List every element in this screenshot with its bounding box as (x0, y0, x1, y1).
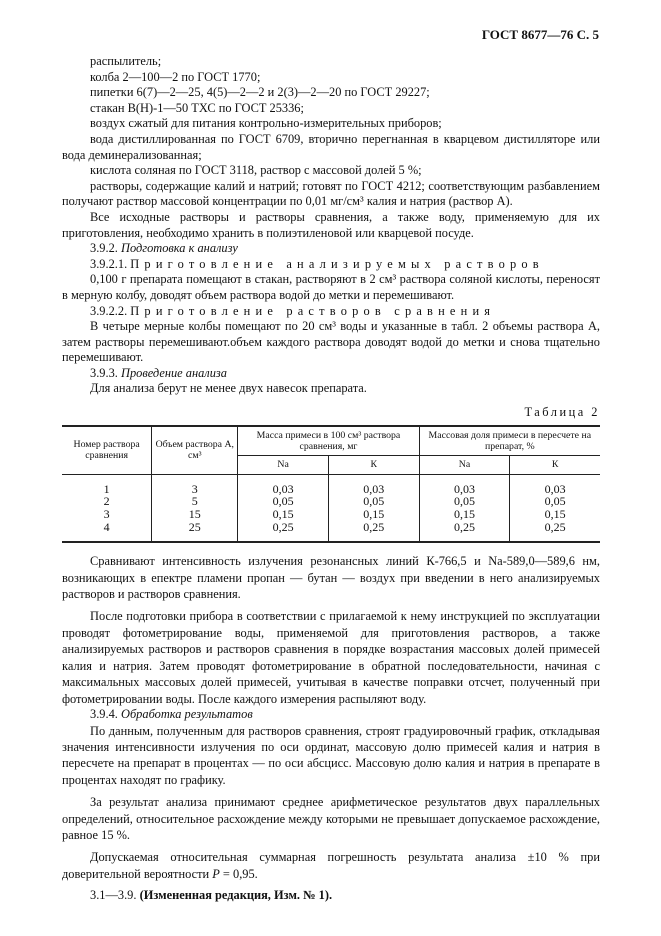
col-fraction-na (419, 474, 510, 542)
header-fraction-k: К (510, 456, 600, 474)
table-cell: 1 (103, 481, 110, 496)
table-cell: 4 (103, 519, 110, 534)
header-fraction: Массовая доля примеси в пересчете на препарат, % (419, 426, 600, 456)
solutions-paragraph: растворы, содержащие калий и натрий; готовят по ГОСТ 4212; соответствующим разбавлением получают раствор массовой концентрации по 0,01 мг/см³ калия и натрия (раствор А). (62, 178, 600, 209)
table-cell: 3 (191, 481, 198, 496)
amendment-range: 3.1—3.9. (90, 888, 137, 903)
table-cell: 15 (188, 507, 201, 522)
table-cell: 0,25 (453, 519, 475, 534)
error-value: = 0,95. (219, 866, 258, 881)
table-cell: 3 (103, 507, 110, 522)
table-cell: 0,15 (363, 507, 385, 522)
table-cell: 0,25 (544, 519, 566, 534)
paragraph-3-9-2-2: В четыре мерные колбы помещают по 20 см³ воды и указанные в табл. 2 объемы раствора А, затем растворы перемешивают.объем каждого раствора доводят водой до метки и снова тщательно перемешивают. (62, 319, 600, 365)
section-title: Приготовление растворов сравнения (130, 303, 496, 318)
section-number: 3.9.2.2. (90, 303, 128, 318)
water-paragraph: вода дистиллированная по ГОСТ 6709, вторично перегнанная в кварцевом дистилляторе или вода деминерализованная; (62, 131, 600, 162)
col-solution-number (62, 474, 152, 542)
table-cell: 0,05 (544, 494, 566, 509)
photometry-paragraph: После подготовки прибора в соответствии с прилагаемой к нему инструкцией по эксплуатации проводят фотометрирование воды, применяемой для приготовления растворов, а также анализируемых растворов и растворов сравнения в порядке возрастания массовых долей примесей калия и натрия. Затем проводят фотометрирование в обратной последовательности, начиная с максимальных массовых долей примесей, учитывая в качестве поправки отсчет, полученный при фотометрировании воды. После каждого измерения распыляют воду. (62, 609, 600, 706)
table-cell: 0,03 (272, 481, 294, 496)
table-cell: 25 (188, 519, 201, 534)
paragraph-3-9-2-1: 0,100 г препарата помещают в стакан, растворяют в 2 см³ раствора соляной кислоты, переносят в мерную колбу, доводят объем раствора водой до метки и перемешивают. (62, 272, 600, 302)
section-3-9-2 (62, 241, 600, 257)
error-paragraph (62, 849, 600, 882)
page-content (62, 54, 600, 904)
reagent-line: колба 2—100—2 по ГОСТ 1770; (90, 69, 261, 84)
table-cell: 0,03 (453, 481, 475, 496)
section-number: 3.9.4. (90, 706, 118, 721)
amendment-text: (Измененная редакция, Изм. № 1). (139, 888, 333, 903)
amendment-note (62, 888, 600, 904)
table-caption: Таблица 2 (524, 405, 600, 420)
section-title: Обработка результатов (121, 706, 253, 721)
reagent-line: стакан В(Н)-1—50 ТХС по ГОСТ 25336; (90, 100, 304, 115)
section-3-9-2-1 (62, 257, 600, 273)
page-header: ГОСТ 8677—76 С. 5 (481, 27, 599, 42)
table-cell: 0,05 (272, 494, 294, 509)
col-fraction-k (510, 474, 600, 542)
storage-paragraph: Все исходные растворы и растворы сравнения, а также воду, применяемую для их приготовления, необходимо хранить в полиэтиленовой или кварцевой посуде. (62, 209, 600, 240)
section-title: Приготовление анализируемых растворов (130, 256, 544, 271)
section-title: Подготовка к анализу (121, 241, 238, 256)
section-3-9-3 (62, 366, 600, 382)
col-volume (152, 474, 238, 542)
table-cell: 0,15 (453, 507, 475, 522)
section-3-9-2-2 (62, 304, 600, 320)
header-volume: Объем раствора А, см³ (152, 426, 238, 475)
table-cell: 5 (191, 494, 198, 509)
header-fraction-na: Na (419, 456, 510, 474)
header-solution-number: Номер раствора сравнения (62, 426, 152, 475)
table-cell: 0,03 (544, 481, 566, 496)
table-cell: 0,25 (272, 519, 294, 534)
acid-line: кислота соляная по ГОСТ 3118, раствор с массовой долей 5 %; (90, 163, 422, 178)
col-mass-k (328, 474, 419, 542)
reagent-line: распылитель; (90, 54, 162, 68)
header-mass-k: К (328, 456, 419, 474)
col-mass-na (238, 474, 329, 542)
compare-paragraph: Сравнивают интенсивность излучения резонансных линий К-766,5 и Na-589,0—589,6 нм, возникающих в епектре пламени пропан — бутан — воздух при введении в него анализируемых растворов и растворов сравнения. (62, 554, 600, 602)
section-title: Проведение анализа (121, 365, 227, 380)
table-cell: 0,03 (363, 481, 385, 496)
table-cell: 0,15 (272, 507, 294, 522)
error-text: Допускаемая относительная суммарная погрешность результата анализа ±10 % при доверительной вероятности (62, 850, 600, 881)
header-mass: Масса примеси в 100 см³ раствора сравнения, мг (238, 426, 419, 456)
section-number: 3.9.2.1. (90, 256, 128, 271)
table-cell: 0,25 (363, 519, 385, 534)
table-cell: 0,05 (363, 494, 385, 509)
paragraph-3-9-4: По данным, полученным для растворов сравнения, строят градуировочный график, откладывая значения интенсивности излучения по оси ординат, массовую долю примесей калия и натрия в пересчете на препарат в процентах — по оси абсцисс. Массовую долю калия и натрия в препарате в процентах находят по графику. (62, 723, 600, 787)
section-number: 3.9.2. (90, 241, 118, 256)
reagent-line: пипетки 6(7)—2—25, 4(5)—2—2 и 2(3)—2—20 по ГОСТ 29227; (90, 85, 430, 100)
reagent-line: воздух сжатый для питания контрольно-измерительных приборов; (90, 116, 442, 131)
table-cell: 0,15 (544, 507, 566, 522)
section-3-9-4 (62, 707, 600, 723)
table-cell: 0,05 (453, 494, 475, 509)
section-number: 3.9.3. (90, 365, 118, 380)
comparison-solutions-table (62, 425, 600, 544)
result-paragraph: За результат анализа принимают среднее арифметическое результатов двух параллельных определений, относительное расхождение между которыми не превышает допускаемое расхождение, равное 15 %. (62, 795, 600, 842)
table-cell: 2 (103, 494, 110, 509)
header-mass-na: Na (238, 456, 329, 474)
probability-symbol: Р (212, 866, 220, 881)
paragraph-3-9-3: Для анализа берут не менее двух навесок препарата. (90, 381, 367, 396)
table-body-row (62, 474, 600, 542)
